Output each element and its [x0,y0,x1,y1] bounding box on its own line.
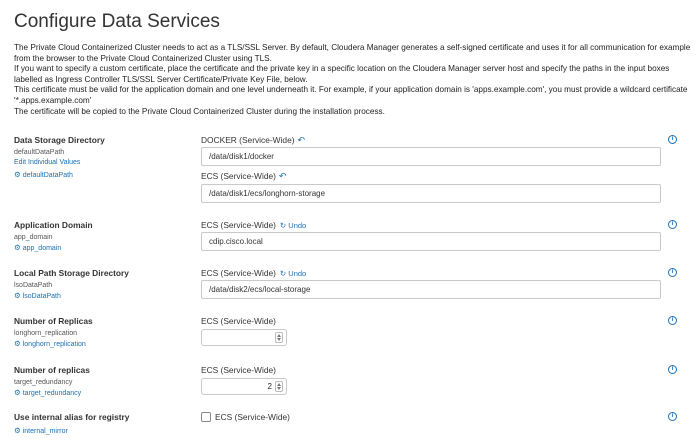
config-link[interactable] [14,339,86,348]
setting-label: Number of replicas [14,365,90,375]
setting-label: Application Domain [14,220,93,230]
intro-line: '*.apps.example.com' [14,95,92,105]
stepper-value: 2 [267,382,272,391]
info-icon[interactable]: i [668,135,677,144]
page-title: Configure Data Services [14,11,220,32]
setting-key: lsoDataPath [14,282,53,289]
intro-line: This certificate must be valid for the application domain and one level underneath it. For example, if your application domain is 'apps.example.com', you must provide a wildcard certificate [14,85,688,95]
config-link[interactable] [14,170,73,179]
scope-label [201,135,305,146]
stepper-arrows[interactable] [275,381,283,392]
intro-text [14,43,689,117]
scope-text: ECS (Service-Wide) [201,268,276,278]
setting-label: Local Path Storage Directory [14,268,129,278]
config-link-label: app_domain [22,245,62,252]
scope-label [201,171,286,182]
info-icon[interactable]: i [668,316,677,325]
setting-key: longhorn_replication [14,330,78,337]
intro-line: labelled as Ingress Controller TLS/SSL Server Certificate/Private Key File, below. [14,74,308,84]
undo-label: Undo [288,269,307,278]
scope-text: ECS (Service-Wide) [201,220,276,230]
setting-key: target_redundancy [14,379,73,386]
internal-alias-checkbox[interactable] [201,412,211,422]
undo-button[interactable]: ↻ Undo [279,269,307,278]
gear-icon: ⚙ [14,170,21,179]
config-link[interactable] [14,291,61,300]
intro-line: If you want to specify a custom certificate, place the certificate and the private key in a specific location on the Cloudera Manager server host and specify the paths in the input boxes [14,64,670,74]
intro-line: The Private Cloud Containerized Cluster needs to act as a TLS/SSL Server. By default, Cloudera Manager generates a self-signed certificate and uses it for all communication for example [14,43,691,52]
scope-label [201,268,306,278]
undo-label: Undo [288,221,307,230]
scope-label [201,220,306,230]
config-link-label: lsoDataPath [22,293,61,300]
gear-icon: ⚙ [14,426,21,435]
info-icon[interactable]: i [668,268,677,277]
target-redundancy-stepper[interactable] [201,378,287,395]
scope-label: ECS (Service-Wide) [201,365,276,375]
undo-icon[interactable]: ↶ [297,135,306,145]
config-link[interactable] [14,388,81,397]
config-link[interactable] [14,243,61,252]
scope-text: ECS (Service-Wide) [201,171,276,181]
scope-label: ECS (Service-Wide) [201,316,276,326]
gear-icon: ⚙ [14,388,21,397]
undo-button[interactable]: ↻ Undo [279,221,307,230]
scope-text: DOCKER (Service-Wide) [201,135,295,145]
config-link-label: longhorn_replication [22,341,86,348]
setting-label: Number of Replicas [14,316,93,326]
info-icon[interactable]: i [668,412,677,421]
docker-path-input[interactable]: /data/disk1/docker [201,147,661,166]
setting-label: Data Storage Directory [14,135,105,145]
edit-individual-values-link[interactable]: Edit Individual Values [14,159,81,166]
intro-line: from the browser to the Private Cloud Containerized Cluster using TLS. [14,53,272,63]
gear-icon: ⚙ [14,291,21,300]
undo-icon[interactable]: ↶ [278,171,287,181]
ecs-path-input[interactable]: /data/disk1/ecs/longhorn-storage [201,184,661,203]
config-link[interactable] [14,426,68,435]
config-link-label: target_redundancy [22,390,82,397]
gear-icon: ⚙ [14,243,21,252]
info-icon[interactable]: i [668,220,677,229]
app-domain-input[interactable]: cdip.cisco.local [201,232,661,251]
info-icon[interactable]: i [668,365,677,374]
intro-line: The certificate will be copied to the Private Cloud Containerized Cluster during the installation process. [14,106,385,116]
stepper-arrows[interactable] [275,332,283,343]
replicas-stepper[interactable] [201,329,287,346]
setting-key: defaultDataPath [14,149,65,156]
local-path-input[interactable]: /data/disk2/ecs/local-storage [201,280,661,299]
gear-icon: ⚙ [14,339,21,348]
config-link-label: defaultDataPath [22,172,73,179]
checkbox-label: ECS (Service-Wide) [215,412,290,422]
setting-key: app_domain [14,234,53,241]
config-link-label: internal_mirror [22,428,68,435]
setting-label: Use internal alias for registry [14,412,130,422]
